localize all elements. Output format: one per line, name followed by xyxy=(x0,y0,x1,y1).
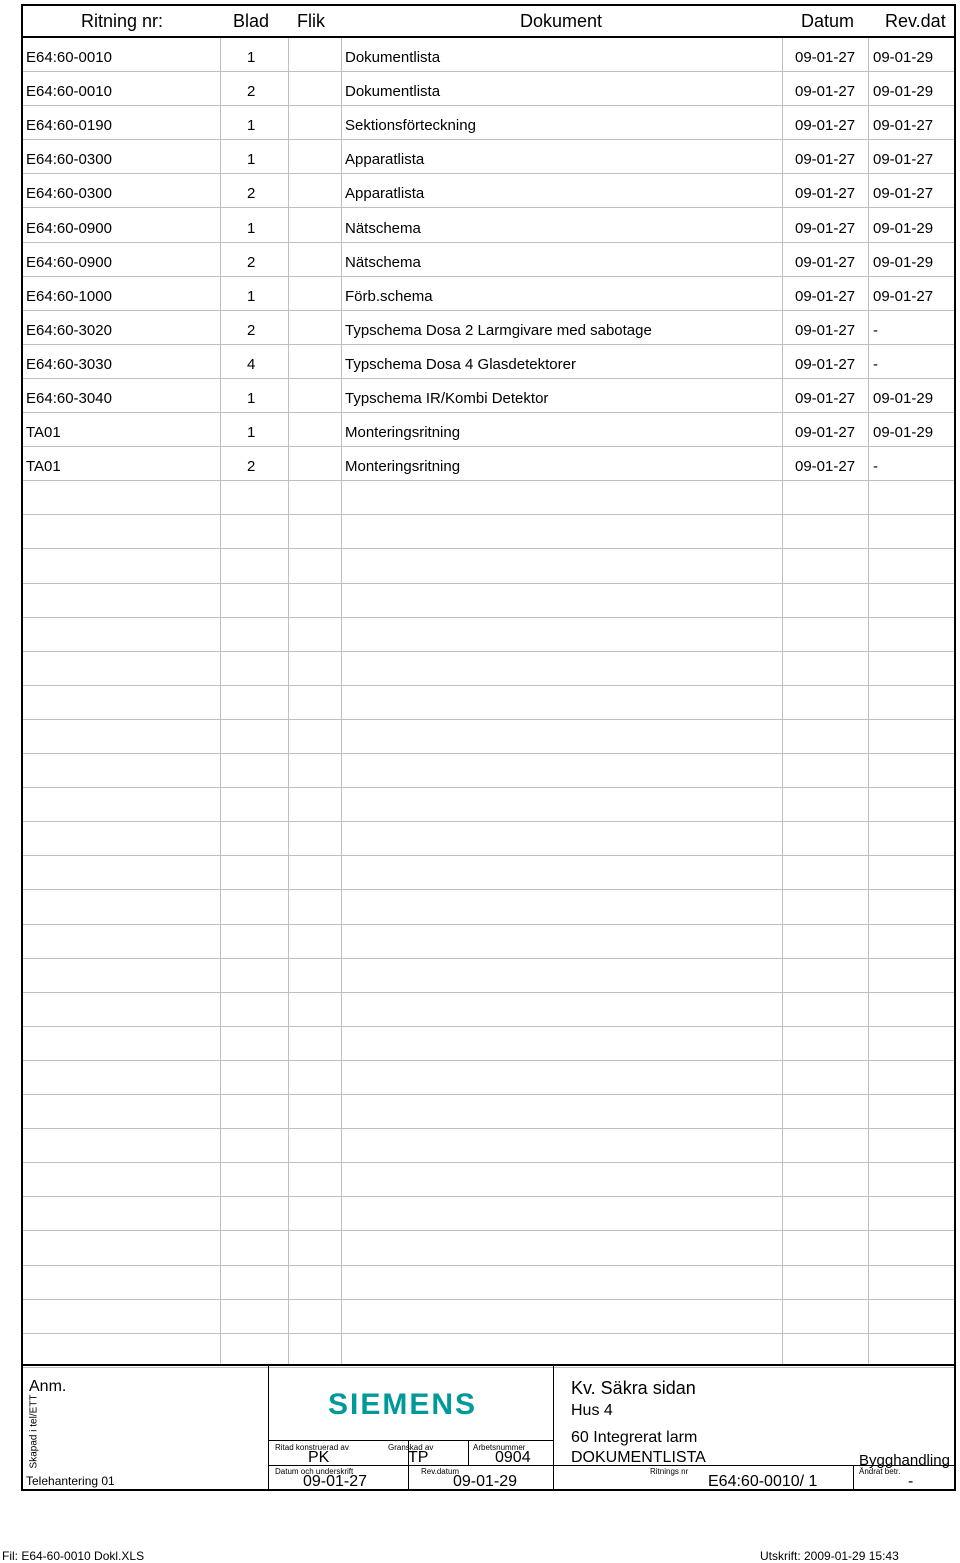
cell-blad: 1 xyxy=(247,219,256,237)
cell-dokument: Dokumentlista xyxy=(345,83,441,101)
granskad-label: Granskad av xyxy=(388,1443,434,1452)
table-row xyxy=(23,174,954,208)
cell-blad: 4 xyxy=(247,355,256,373)
footer-file: Fil: E64-60-0010 Dokl.XLS xyxy=(2,1549,145,1563)
cell-ritning: E64:60-0190 xyxy=(26,117,112,135)
cell-blad: 2 xyxy=(247,458,256,476)
table-row xyxy=(23,515,954,549)
cell-rev: 09-01-27 xyxy=(873,151,934,169)
table-row xyxy=(23,1095,954,1129)
project-line1: Kv. Säkra sidan xyxy=(571,1378,696,1398)
cell-datum: 09-01-27 xyxy=(795,83,856,101)
cell-ritning: E64:60-0900 xyxy=(26,219,112,237)
ritad-value: PK xyxy=(308,1449,330,1466)
footer-printed: Utskrift: 2009-01-29 15:43 xyxy=(760,1549,899,1563)
cell-rev: 09-01-29 xyxy=(873,83,934,101)
table-row xyxy=(23,1163,954,1197)
cell-blad: 1 xyxy=(247,117,256,135)
cell-ritning: E64:60-0300 xyxy=(26,151,112,169)
cell-datum: 09-01-27 xyxy=(795,355,856,373)
table-row xyxy=(23,72,954,106)
table-row xyxy=(23,993,954,1027)
header-rev-dat: Rev.dat xyxy=(885,11,946,31)
arbetsnummer-label: Arbetsnummer xyxy=(473,1443,526,1452)
andrat-label: Ändrat betr. xyxy=(859,1467,901,1476)
skapad-label: Skapad i tel/ETT xyxy=(28,1394,40,1469)
cell-blad: 1 xyxy=(247,424,256,442)
cell-ritning: TA01 xyxy=(26,424,61,442)
cell-ritning: E64:60-3020 xyxy=(26,321,112,339)
cell-datum: 09-01-27 xyxy=(795,424,856,442)
table-row xyxy=(23,447,954,481)
cell-blad: 2 xyxy=(247,83,256,101)
table-header xyxy=(23,6,954,38)
table-row xyxy=(23,788,954,822)
table-row xyxy=(23,209,954,243)
project-line4: DOKUMENTLISTA xyxy=(571,1449,706,1466)
table-row xyxy=(23,584,954,618)
table-row xyxy=(23,856,954,890)
cell-rev: - xyxy=(873,321,878,339)
cell-dokument: Dokumentlista xyxy=(345,49,441,66)
siemens-logo: SIEMENS xyxy=(328,1388,478,1421)
header-datum: Datum xyxy=(801,11,855,31)
cell-blad: 1 xyxy=(247,390,256,407)
ritad-label: Ritad konstruerad av xyxy=(275,1443,349,1452)
table-row xyxy=(23,1232,954,1266)
cell-rev: 09-01-29 xyxy=(873,390,934,407)
cell-dokument: Typschema Dosa 4 Glasdetektorer xyxy=(345,355,576,373)
cell-rev: 09-01-27 xyxy=(873,185,934,203)
cell-datum: 09-01-27 xyxy=(795,390,856,407)
cell-dokument: Apparatlista xyxy=(345,151,425,169)
table-row xyxy=(23,959,954,993)
cell-datum: 09-01-27 xyxy=(795,185,856,203)
cell-dokument: Apparatlista xyxy=(345,185,425,203)
cell-blad: 2 xyxy=(247,321,256,339)
cell-ritning: E64:60-0010 xyxy=(26,83,112,101)
table-row xyxy=(23,345,954,379)
cell-dokument: Sektionsförteckning xyxy=(345,117,476,135)
cell-ritning: E64:60-3040 xyxy=(26,390,112,407)
cell-datum: 09-01-27 xyxy=(795,458,856,476)
table-row xyxy=(23,1197,954,1231)
cell-datum: 09-01-27 xyxy=(795,49,856,66)
table-row xyxy=(23,822,954,856)
cell-rev: 09-01-27 xyxy=(873,117,934,135)
cell-datum: 09-01-27 xyxy=(795,117,856,135)
cell-dokument: Monteringsritning xyxy=(345,424,461,442)
cell-rev: 09-01-29 xyxy=(873,253,934,271)
table-row xyxy=(23,1061,954,1095)
cell-rev: 09-01-29 xyxy=(873,219,934,237)
cell-ritning: TA01 xyxy=(26,458,61,476)
granskad-value: TP xyxy=(408,1449,429,1466)
cell-blad: 1 xyxy=(247,151,256,169)
table-row xyxy=(23,1334,954,1368)
bygghandling-label: Bygghandling xyxy=(859,1452,950,1469)
cell-rev: 09-01-29 xyxy=(873,49,934,66)
datum-value: 09-01-27 xyxy=(303,1473,368,1490)
table-row xyxy=(23,618,954,652)
cell-datum: 09-01-27 xyxy=(795,253,856,271)
cell-rev: - xyxy=(873,355,878,373)
ritnings-nr-label: Ritnings nr xyxy=(650,1467,689,1476)
cell-dokument: Nätschema xyxy=(345,219,421,237)
andrat-value: - xyxy=(908,1473,914,1490)
ritnings-nr-value: E64:60-0010/ 1 xyxy=(708,1473,818,1490)
table-row xyxy=(23,891,954,925)
table-row xyxy=(23,1129,954,1163)
table-row xyxy=(23,379,954,413)
cell-datum: 09-01-27 xyxy=(795,321,856,339)
table-row xyxy=(23,1027,954,1061)
table-row xyxy=(23,1300,954,1334)
cell-rev: 09-01-27 xyxy=(873,287,934,305)
project-line3: 60 Integrerat larm xyxy=(571,1429,698,1446)
header-ritning-nr: Ritning nr: xyxy=(81,11,164,31)
cell-datum: 09-01-27 xyxy=(795,219,856,237)
arbetsnummer-value: 0904 xyxy=(495,1449,531,1466)
revdatum-label: Rev.datum xyxy=(421,1467,460,1476)
cell-datum: 09-01-27 xyxy=(795,287,856,305)
cell-blad: 1 xyxy=(247,49,256,66)
table-row xyxy=(23,481,954,515)
cell-datum: 09-01-27 xyxy=(795,151,856,169)
table-row xyxy=(23,652,954,686)
document-sheet xyxy=(21,4,956,1491)
table-row xyxy=(23,1266,954,1300)
table-row xyxy=(23,38,954,72)
revdatum-value: 09-01-29 xyxy=(453,1473,518,1490)
table-row xyxy=(23,140,954,174)
cell-dokument: Typschema Dosa 2 Larmgivare med sabotage xyxy=(345,321,652,339)
table-row xyxy=(23,720,954,754)
table-row xyxy=(23,413,954,447)
table-row xyxy=(23,243,954,277)
anm-label: Anm. xyxy=(29,1378,67,1395)
cell-ritning: E64:60-0010 xyxy=(26,49,112,66)
table-row xyxy=(23,277,954,311)
cell-dokument: Monteringsritning xyxy=(345,458,461,476)
table-row xyxy=(23,754,954,788)
header-dokument: Dokument xyxy=(520,11,603,31)
table-row xyxy=(23,686,954,720)
cell-ritning: E64:60-1000 xyxy=(26,287,112,305)
header-blad: Blad xyxy=(233,11,270,31)
project-line2: Hus 4 xyxy=(571,1402,613,1419)
cell-ritning: E64:60-3030 xyxy=(26,355,112,373)
cell-blad: 2 xyxy=(247,185,256,203)
telehantering-label: Telehantering 01 xyxy=(26,1474,115,1488)
cell-blad: 1 xyxy=(247,287,256,305)
title-block xyxy=(23,1364,954,1491)
cell-blad: 2 xyxy=(247,253,256,271)
datum-label: Datum och underskrift xyxy=(275,1467,354,1476)
table-row xyxy=(23,550,954,584)
table-row xyxy=(23,106,954,140)
cell-dokument: Nätschema xyxy=(345,253,421,271)
header-flik: Flik xyxy=(297,11,325,31)
table-row xyxy=(23,311,954,345)
cell-dokument: Typschema IR/Kombi Detektor xyxy=(345,390,549,407)
cell-dokument: Förb.schema xyxy=(345,287,433,305)
cell-ritning: E64:60-0900 xyxy=(26,253,112,271)
cell-rev: 09-01-29 xyxy=(873,424,934,442)
table-row xyxy=(23,925,954,959)
cell-ritning: E64:60-0300 xyxy=(26,185,112,203)
cell-rev: - xyxy=(873,458,878,476)
